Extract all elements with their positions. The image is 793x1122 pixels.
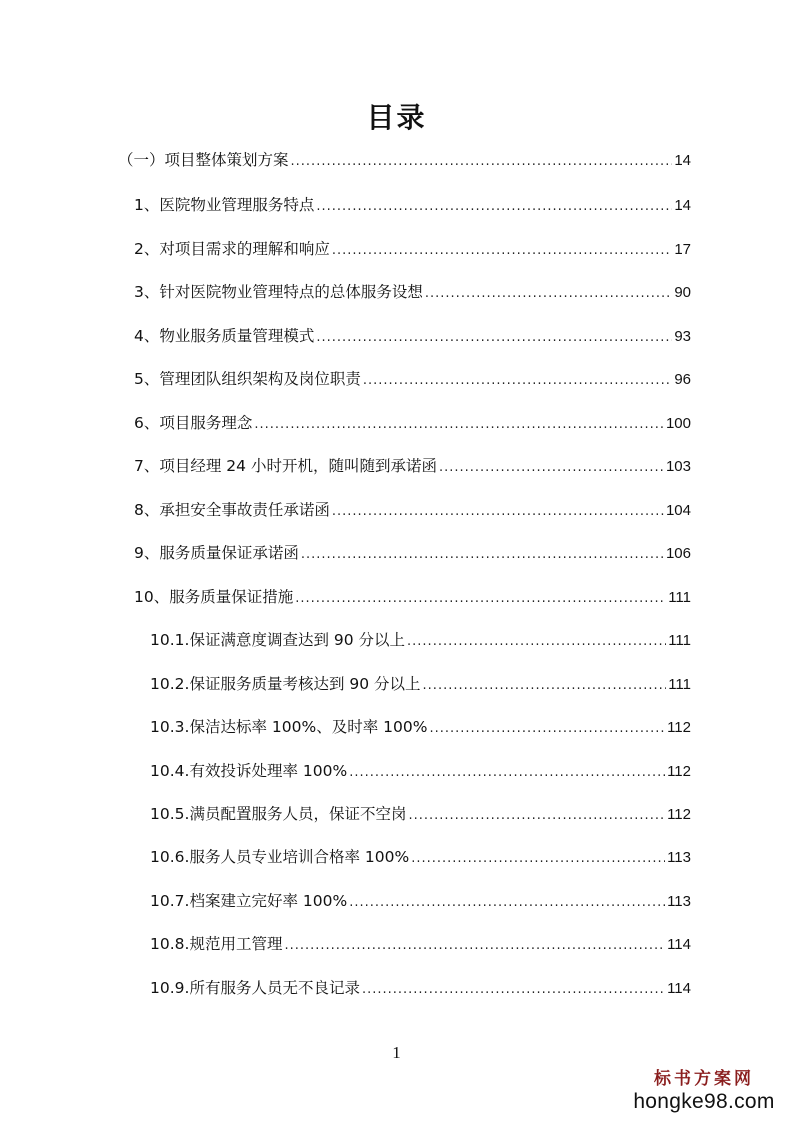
toc-entry-number: 8、 bbox=[134, 501, 160, 519]
toc-entry-page: 104 bbox=[665, 502, 691, 519]
toc-entry[interactable] bbox=[150, 715, 691, 739]
toc-entry[interactable] bbox=[134, 367, 691, 391]
dot-leader bbox=[423, 674, 667, 698]
toc-entry[interactable] bbox=[134, 411, 691, 435]
watermark bbox=[629, 1068, 779, 1114]
toc-entry-text: 承担安全事故责任承诺函 bbox=[159, 501, 330, 519]
toc-entry-page: 106 bbox=[665, 545, 691, 562]
toc-entry-text: 针对医院物业管理特点的总体服务设想 bbox=[159, 283, 423, 301]
dot-leader bbox=[429, 717, 665, 741]
toc-entry[interactable] bbox=[150, 889, 691, 913]
toc-entry-page: 96 bbox=[674, 371, 691, 388]
toc-entry-page: 111 bbox=[668, 676, 691, 693]
dot-leader bbox=[363, 369, 672, 393]
toc-entry[interactable] bbox=[118, 148, 691, 172]
dot-leader bbox=[349, 761, 665, 785]
toc-entry-number: 3、 bbox=[134, 283, 160, 301]
watermark-name: 标书方案网 bbox=[654, 1069, 754, 1089]
toc-entry-page: 112 bbox=[667, 719, 691, 736]
toc-entry-page: 14 bbox=[674, 197, 691, 214]
toc-entry-number: 10.6. bbox=[150, 848, 190, 866]
toc-entry-text: 有效投诉处理率 100% bbox=[189, 762, 348, 780]
dot-leader bbox=[316, 195, 672, 219]
dot-leader bbox=[316, 326, 672, 350]
toc-entry-page: 113 bbox=[667, 849, 691, 866]
toc-entry[interactable] bbox=[150, 672, 691, 696]
toc-entry-page: 111 bbox=[668, 632, 691, 649]
toc-entry-number: 5、 bbox=[134, 370, 160, 388]
toc-entry-page: 100 bbox=[665, 415, 691, 432]
toc-entry[interactable] bbox=[150, 759, 691, 783]
toc-entry-number: 7、 bbox=[134, 457, 160, 475]
toc-entry[interactable] bbox=[134, 585, 691, 609]
dot-leader bbox=[332, 239, 672, 263]
toc-entry-text: 服务人员专业培训合格率 100% bbox=[189, 848, 410, 866]
toc-entry-number: 10.3. bbox=[150, 718, 190, 736]
toc-entry-text: 规范用工管理 bbox=[189, 935, 283, 953]
toc-entry[interactable] bbox=[134, 498, 691, 522]
toc-entry-number: 10、 bbox=[134, 588, 170, 606]
toc-entry-text: 服务质量保证承诺函 bbox=[159, 544, 299, 562]
toc-entry-page: 93 bbox=[674, 328, 691, 345]
toc-entry-text: 医院物业管理服务特点 bbox=[159, 196, 315, 214]
dot-leader bbox=[407, 630, 666, 654]
toc-entry-page: 17 bbox=[674, 241, 691, 258]
toc-entry-text: 对项目需求的理解和响应 bbox=[159, 240, 330, 258]
toc-entry-page: 114 bbox=[667, 936, 691, 953]
toc-entry-number: 2、 bbox=[134, 240, 160, 258]
watermark-domain: hongke98.com bbox=[633, 1090, 775, 1113]
toc-entry-text: 保洁达标率 100%、及时率 100% bbox=[189, 718, 428, 736]
toc-entry[interactable] bbox=[134, 454, 691, 478]
dot-leader bbox=[408, 804, 665, 828]
toc-entry[interactable] bbox=[134, 324, 691, 348]
toc-entry[interactable] bbox=[150, 845, 691, 869]
toc-entry[interactable] bbox=[150, 802, 691, 826]
toc-entry-number: 10.7. bbox=[150, 892, 190, 910]
toc-entry-text: 项目服务理念 bbox=[159, 414, 253, 432]
toc-entry-page: 112 bbox=[667, 806, 691, 823]
dot-leader bbox=[425, 282, 672, 306]
toc-entry-page: 112 bbox=[667, 763, 691, 780]
toc-entry-text: 项目经理 24 小时开机，随叫随到承诺函 bbox=[159, 457, 437, 475]
toc-entry-number: 10.4. bbox=[150, 762, 190, 780]
dot-leader bbox=[284, 934, 665, 958]
dot-leader bbox=[362, 978, 665, 1002]
dot-leader bbox=[295, 587, 666, 611]
toc-entry-page: 90 bbox=[674, 284, 691, 301]
toc-entry-text: 保证服务质量考核达到 90 分以上 bbox=[189, 675, 421, 693]
toc-entry-page: 103 bbox=[665, 458, 691, 475]
toc-entry[interactable] bbox=[134, 237, 691, 261]
toc-entry[interactable] bbox=[134, 193, 691, 217]
toc-entry-text: 服务质量保证措施 bbox=[169, 588, 294, 606]
toc-entry-page: 114 bbox=[667, 980, 691, 997]
toc-entry-number: 9、 bbox=[134, 544, 160, 562]
toc-entry-page: 113 bbox=[667, 893, 691, 910]
toc-entry-text: 满员配置服务人员，保证不空岗 bbox=[189, 805, 407, 823]
toc-entry-text: 保证满意度调查达到 90 分以上 bbox=[189, 631, 406, 649]
toc-entry[interactable] bbox=[150, 976, 691, 1000]
page-number: 1 bbox=[392, 1043, 401, 1062]
dot-leader bbox=[291, 150, 673, 174]
toc-entry-number: 10.2. bbox=[150, 675, 190, 693]
toc-entry-number: 10.5. bbox=[150, 805, 190, 823]
toc-entry-number: 10.1. bbox=[150, 631, 190, 649]
toc-entry-number: 6、 bbox=[134, 414, 160, 432]
toc-entry-number: 1、 bbox=[134, 196, 160, 214]
toc-entry-text: 项目整体策划方案 bbox=[164, 151, 289, 169]
toc-entry-text: 档案建立完好率 100% bbox=[189, 892, 348, 910]
toc-entry-page: 111 bbox=[668, 589, 691, 606]
toc-entry-number: 10.8. bbox=[150, 935, 190, 953]
toc-entry[interactable] bbox=[134, 280, 691, 304]
dot-leader bbox=[254, 413, 664, 437]
dot-leader bbox=[411, 847, 665, 871]
toc-entry[interactable] bbox=[150, 628, 691, 652]
toc-entry-number: 4、 bbox=[134, 327, 160, 345]
toc-entry-text: 所有服务人员无不良记录 bbox=[189, 979, 360, 997]
dot-leader bbox=[349, 891, 665, 915]
toc-entry-text: 物业服务质量管理模式 bbox=[159, 327, 315, 345]
toc-entry-number: 10.9. bbox=[150, 979, 190, 997]
toc-entry-number: （一） bbox=[118, 151, 165, 169]
toc-entry-page: 14 bbox=[674, 152, 691, 169]
page-title: 目录 bbox=[366, 101, 427, 134]
dot-leader bbox=[439, 456, 664, 480]
dot-leader bbox=[332, 500, 664, 524]
toc-entry-text: 管理团队组织架构及岗位职责 bbox=[159, 370, 361, 388]
toc-entry[interactable] bbox=[150, 932, 691, 956]
dot-leader bbox=[301, 543, 664, 567]
toc-entry[interactable] bbox=[134, 541, 691, 565]
